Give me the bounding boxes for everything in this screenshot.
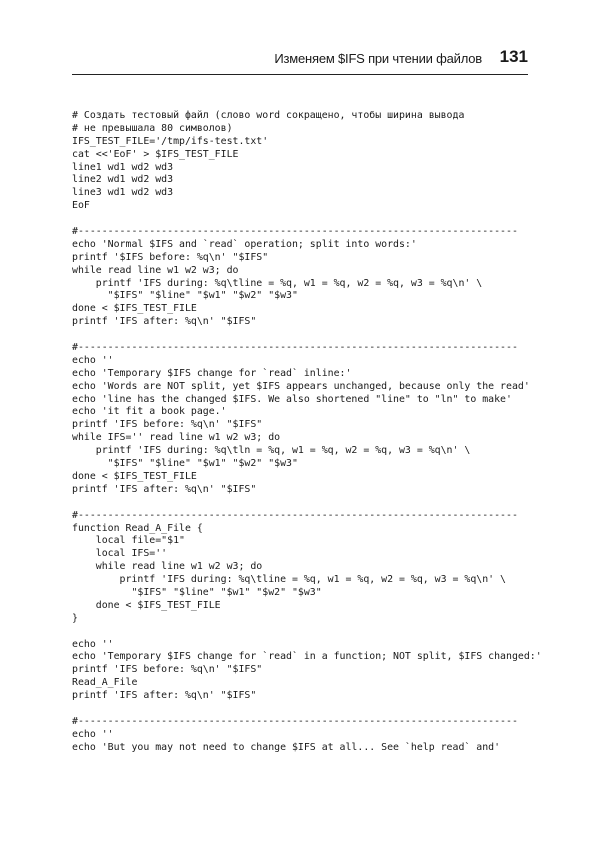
code-line: echo 'Words are NOT split, yet $IFS appears unchanged, because only the read' [72,380,530,392]
code-line: line1 wd1 wd2 wd3 [72,161,174,173]
code-line: echo 'it fit a book page.' [72,406,227,418]
code-line: printf 'IFS after: %q\n' "$IFS" [72,483,257,495]
code-line: printf '$IFS before: %q\n' "$IFS" [72,251,269,263]
code-line: printf 'IFS before: %q\n' "$IFS" [72,664,263,676]
code-line: while IFS='' read line w1 w2 w3; do [72,432,281,444]
code-line: echo 'But you may not need to change $IFS at all... See `help read` and' [72,741,501,753]
code-line: printf 'IFS during: %q\tln = %q, w1 = %q, w2 = %q, w3 = %q\n' \ [72,445,471,457]
code-line: done < $IFS_TEST_FILE [72,599,221,611]
code-line: function Read_A_File { [72,522,203,534]
code-line: printf 'IFS after: %q\n' "$IFS" [72,690,257,702]
code-line [72,329,542,342]
code-line: echo '' [72,638,114,650]
code-line: "$IFS" "$line" "$w1" "$w2" "$w3" [72,586,322,598]
code-line: echo '' [72,354,114,366]
code-line [72,213,542,226]
code-line: line3 wd1 wd2 wd3 [72,187,174,199]
code-line: #-------------------------------------------------------------------------- [72,715,518,727]
code-line: local file="$1" [72,535,185,547]
code-line: Read_A_File [72,677,138,689]
code-line: printf 'IFS after: %q\n' "$IFS" [72,316,257,328]
code-line: "$IFS" "$line" "$w1" "$w2" "$w3" [72,290,298,302]
code-line: echo 'Temporary $IFS change for `read` inline:' [72,367,352,379]
code-line: done < $IFS_TEST_FILE [72,303,197,315]
code-line: IFS_TEST_FILE='/tmp/ifs-test.txt' [72,135,269,147]
code-line: # не превышала 80 символов) [72,122,233,134]
code-line: echo 'line has the changed $IFS. We also shortened "line" to "ln" to make' [72,393,512,405]
code-line: while read line w1 w2 w3; do [72,264,239,276]
code-line: line2 wd1 wd2 wd3 [72,174,174,186]
code-line: echo 'Temporary $IFS change for `read` in a function; NOT split, $IFS changed:' [72,651,542,663]
code-line: cat <<'EoF' > $IFS_TEST_FILE [72,148,239,160]
code-line: while read line w1 w2 w3; do [72,561,263,573]
code-line: #-------------------------------------------------------------------------- [72,342,518,354]
code-line: echo 'Normal $IFS and `read` operation; split into words:' [72,238,417,250]
chapter-section-title: Изменяем $IFS при чтении файлов [274,51,482,66]
running-header [72,48,528,75]
code-line: done < $IFS_TEST_FILE [72,470,197,482]
code-line: "$IFS" "$line" "$w1" "$w2" "$w3" [72,458,298,470]
code-listing [72,110,542,755]
code-line: # Создать тестовый файл (слово word сокращено, чтобы ширина вывода [72,110,465,121]
code-line: #-------------------------------------------------------------------------- [72,509,518,521]
code-line: #-------------------------------------------------------------------------- [72,226,518,238]
code-line: printf 'IFS before: %q\n' "$IFS" [72,419,263,431]
code-line [72,703,542,716]
code-line: echo '' [72,728,114,740]
code-line: EoF [72,200,90,212]
code-line [72,626,542,639]
code-line: local IFS='' [72,548,168,560]
code-line [72,497,542,510]
code-line: printf 'IFS during: %q\tline = %q, w1 = %q, w2 = %q, w3 = %q\n' \ [72,574,507,586]
code-line: } [72,612,78,624]
code-line: printf 'IFS during: %q\tline = %q, w1 = %q, w2 = %q, w3 = %q\n' \ [72,277,483,289]
page-number: 131 [499,47,528,66]
